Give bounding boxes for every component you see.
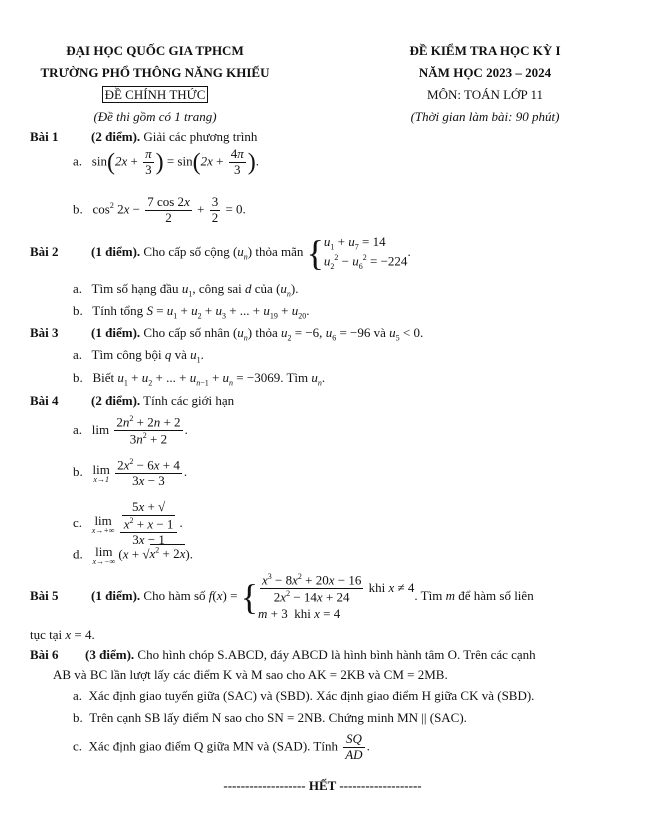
problem-2-heading: Bài 2 (1 điểm). Cho cấp số cộng $(u_n)$ thỏa mãn {$u_1 + u_7 = 14$ $u_2^2 - u_6^2 = -224$. bbox=[30, 232, 411, 273]
problem-6c: c. Xác định giao điểm Q giữa MN và (SAD). Tính $\frac{SQ}{AD}$ . bbox=[73, 731, 370, 762]
problem-4b: b. lim x→1 $\frac{2x^2 - 6x + 4}{3x - 3}$ . bbox=[73, 457, 188, 489]
problem-1a: a. sin(2x + $\frac{\pi}{3}$ ) = sin(2x + $\frac{4\pi}{3}$ ). bbox=[73, 146, 259, 177]
problem-2a: a. Tìm số hạng đầu $u_1$, công sai d của $(u_n)$. bbox=[73, 281, 299, 299]
school-year: NĂM HỌC 2023 – 2024 bbox=[418, 65, 552, 80]
time-note: (Thời gian làm bài: 90 phút) bbox=[410, 109, 560, 124]
problem-5-heading: Bài 5 (1 điểm). Cho hàm số f(x) = { $\frac{x^3 - 8x^2 + 20x - 16}{2x^2 - 14x + 24}$ khi x ≠ 4 m + 3 khi x = 4. Tìm m để hàm số liên bbox=[30, 572, 534, 621]
page-count-note: (Đề thi gồm có 1 trang) bbox=[93, 109, 217, 124]
subject: MÔN: TOÁN LỚP 11 bbox=[427, 87, 543, 102]
problem-4-heading: Bài 4 (2 điểm). Tính các giới hạn bbox=[30, 393, 235, 408]
problem-6-line2: AB và BC lần lượt lấy các điểm K và M sao cho AK = 2KB và CM = 2MB. bbox=[53, 667, 448, 682]
problem-6a: a. Xác định giao tuyến giữa (SAC) và (SBD). Xác định giao điểm H giữa CK và (SBD). bbox=[73, 688, 535, 703]
problem-3b: b. Biết $u_1 + u_2$ + ... + $u_{n-1} + u_n = -3069$. Tìm $u_n$. bbox=[73, 370, 326, 388]
school-line2: TRƯỜNG PHỔ THÔNG NĂNG KHIẾU bbox=[40, 65, 270, 80]
problem-4d: d. lim x→−∞ $(x + √x^2 + 2x)$. bbox=[73, 544, 193, 566]
problem-3a: a. Tìm công bội q và $u_1$. bbox=[73, 347, 204, 365]
end-marker: ------------------- HẾT ------------------- bbox=[223, 778, 422, 793]
official-label: ĐỀ CHÍNH THỨC bbox=[102, 86, 209, 103]
problem-5-cont: tục tại x = 4. bbox=[30, 627, 95, 642]
problem-4a: a. lim $\frac{2n^2 + 2n + 2}{3n^2 + 2}$ . bbox=[73, 414, 188, 447]
exam-title: ĐỀ KIỂM TRA HỌC KỲ I bbox=[409, 43, 561, 58]
problem-1-heading: Bài 1 (2 điểm). Giải các phương trình bbox=[30, 129, 258, 144]
problem-6-heading: Bài 6 (3 điểm). Cho hình chóp S.ABCD, đáy ABCD là hình bình hành tâm O. Trên các cạnh bbox=[30, 647, 536, 662]
problem-3-heading: Bài 3 (1 điểm). Cho cấp số nhân $(u_n)$ thỏa $u_2 = -6$, $u_6 = -96$ và $u_5 < 0$. bbox=[30, 325, 424, 343]
problem-6b: b. Trên cạnh SB lấy điểm N sao cho SN = 2NB. Chứng minh MN || (SAC). bbox=[73, 710, 467, 725]
school-line1: ĐẠI HỌC QUỐC GIA TPHCM bbox=[66, 43, 244, 58]
problem-4c: c. lim x→+∞ 5x + √ $x^2 + x - 1$ 3x − 1 . bbox=[73, 499, 183, 548]
problem-1b: b. $\cos^2 2x$ − $\frac{7 \cos 2x}{2}$ + $\frac{3}{2}$ = 0. bbox=[73, 194, 246, 225]
problem-2b: b. Tính tổng $S = u_1 + u_2 + u_3$ + ... + $u_{19} + u_{20}$. bbox=[73, 303, 310, 321]
